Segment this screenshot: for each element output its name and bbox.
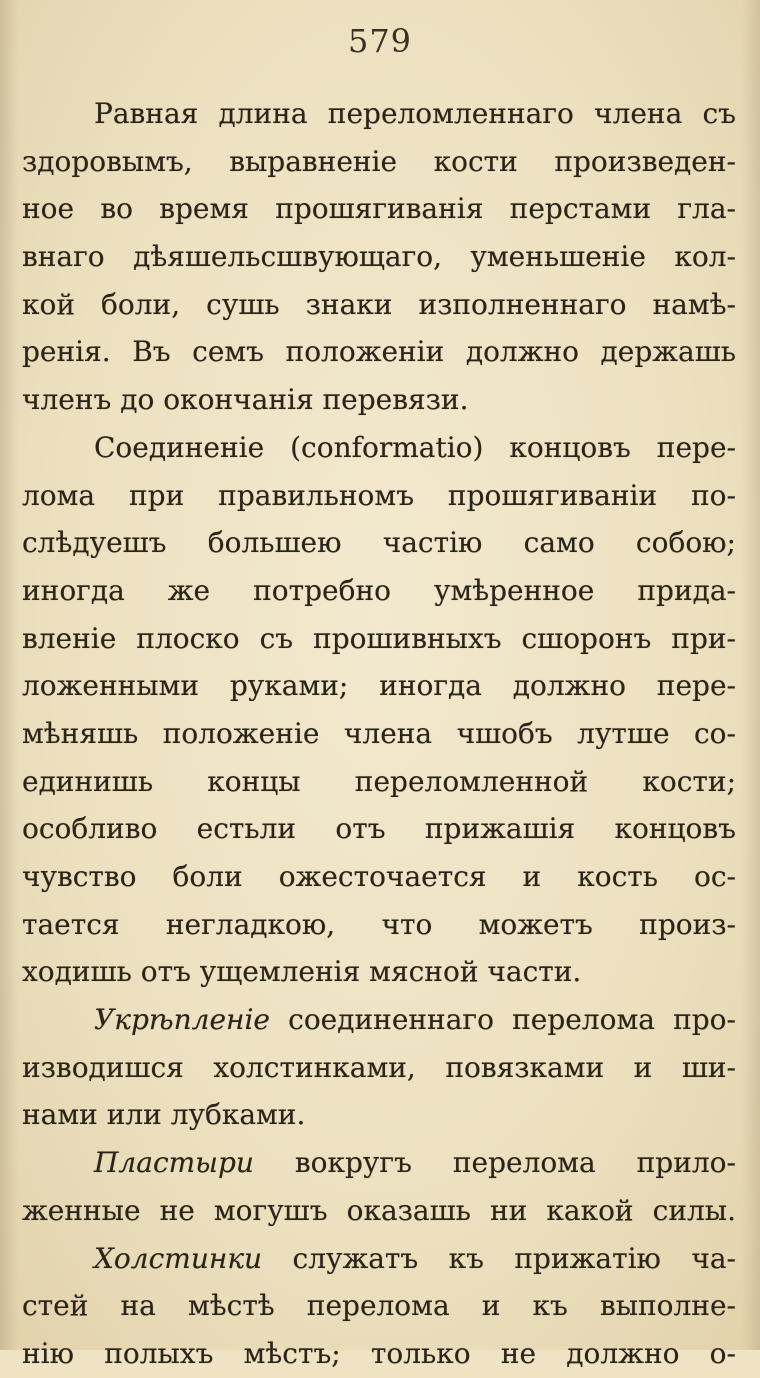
text-line-15: единишь концы переломленной кости; <box>22 764 736 798</box>
page-edge-shadow-right <box>742 0 760 1350</box>
text-line-23-rest: вокругъ перелома прило- <box>294 1146 736 1180</box>
text-line-1: Равная длина переломленнаго члена съ <box>94 97 736 130</box>
text-line-8: Соединеніе (conformatio) концовъ пере- <box>94 430 736 464</box>
text-line-2: здоровымъ, выравненіе кости произведен- <box>22 144 736 178</box>
text-line-20-rest: соединеннаго перелома про- <box>288 1003 736 1037</box>
emphasis-ukreplenie: Укрѣпленіе <box>94 1003 270 1037</box>
text-line-12: вленіе плоско съ прошивныхъ сшоронъ при- <box>22 621 736 655</box>
text-line-14: мѣняшь положеніе члена чшобъ лутше со- <box>22 716 736 750</box>
text-line-5: кой боли, сушь знаки изполненнаго намѣ- <box>22 287 736 321</box>
text-line-22: нами или лубками. <box>22 1098 306 1132</box>
text-line-24: женные не могушъ оказашь ни какой силы. <box>22 1193 736 1227</box>
text-line-3: ное во время прошягиванія перстами гла- <box>22 192 736 226</box>
text-line-27: нію полыхъ мѣстъ; только не должно о- <box>22 1336 736 1370</box>
text-line-11: иногда же потребно умѣренное прида- <box>22 573 736 607</box>
text-line-10: слѣдуешъ большею частію само собою; <box>22 526 736 560</box>
text-line-18: тается негладкою, что можетъ произ- <box>22 907 736 941</box>
text-line-16: особливо естьли отъ прижашія концовъ <box>22 812 736 846</box>
page-edge-shadow-left <box>0 0 18 1350</box>
text-line-6: ренія. Въ семъ положеніи должно держашь <box>22 335 736 369</box>
text-line-20 <box>22 996 736 1044</box>
text-line-25 <box>22 1235 736 1283</box>
text-line-21: изводишся холстинками, повязками и ши- <box>22 1050 736 1084</box>
text-line-25-rest: служатъ къ прижатію ча- <box>292 1241 737 1275</box>
text-line-26: стей на мѣстѣ перелома и къ выполне- <box>22 1289 736 1323</box>
text-line-23 <box>22 1139 736 1187</box>
body-text <box>22 90 736 1378</box>
text-line-9: лома при правильномъ прошягиваніи по- <box>22 478 736 512</box>
text-line-17: чувство боли ожесточается и кость ос- <box>22 860 736 893</box>
text-line-19: ходишь отъ ущемленія мясной части. <box>22 955 582 989</box>
page-number: 579 <box>347 22 413 60</box>
text-line-7: членъ до окончанія перевязи. <box>22 383 469 417</box>
emphasis-kholstinki: Холстинки <box>94 1241 263 1275</box>
text-line-13: ложенными руками; иногда должно пере- <box>22 669 736 703</box>
emphasis-plastyri: Пластыри <box>94 1146 254 1180</box>
text-line-4: внаго дѣяшельсшвующаго, уменьшеніе кол- <box>22 240 736 274</box>
